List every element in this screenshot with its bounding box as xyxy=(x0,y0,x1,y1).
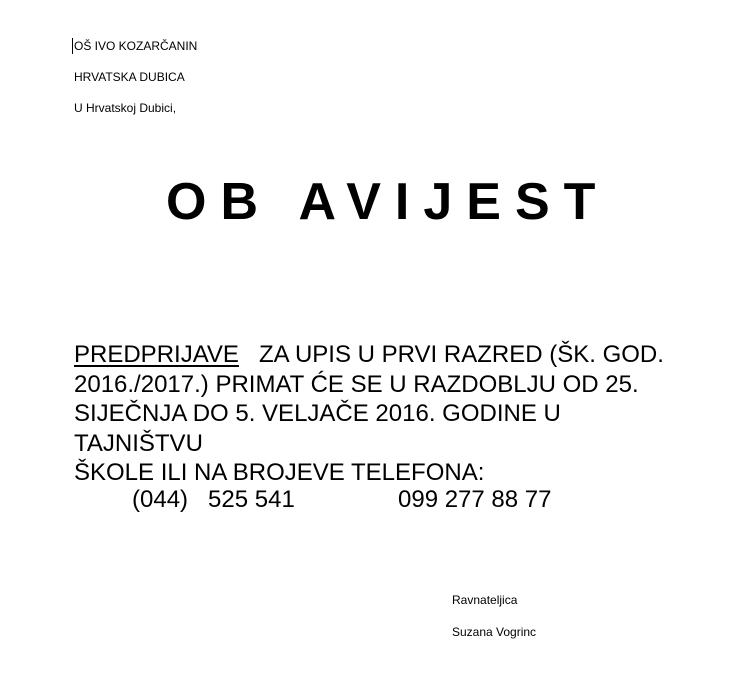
landline-phone: (044) 525 541 xyxy=(132,486,295,513)
body-line-4: ŠKOLE ILI NA BROJEVE TELEFONA: xyxy=(74,459,485,486)
place-date-line: U Hrvatskoj Dubici, xyxy=(74,101,177,115)
body-line-3: SIJEČNJA DO 5. VELJAČE 2016. GODINE U TAJNIŠTVU xyxy=(74,400,561,457)
town-name: HRVATSKA DUBICA xyxy=(74,70,185,84)
mobile-phone: 099 277 88 77 xyxy=(398,486,552,513)
notice-body xyxy=(74,340,674,488)
school-name: OŠ IVO KOZARČANIN xyxy=(74,39,198,53)
text-cursor xyxy=(72,38,73,54)
notice-title: OB AVIJEST xyxy=(166,173,610,231)
signature-role: Ravnateljica xyxy=(452,593,518,607)
signature-name: Suzana Vogrinc xyxy=(452,625,537,639)
body-line-1 xyxy=(74,340,674,370)
preregistration-word: PREDPRIJAVE xyxy=(74,341,239,368)
body-line-1-rest: ZA UPIS U PRVI RAZRED (ŠK. GOD. xyxy=(238,341,664,368)
body-line-2: 2016./2017.) PRIMAT ĆE SE U RAZDOBLJU OD 25. xyxy=(74,370,639,398)
